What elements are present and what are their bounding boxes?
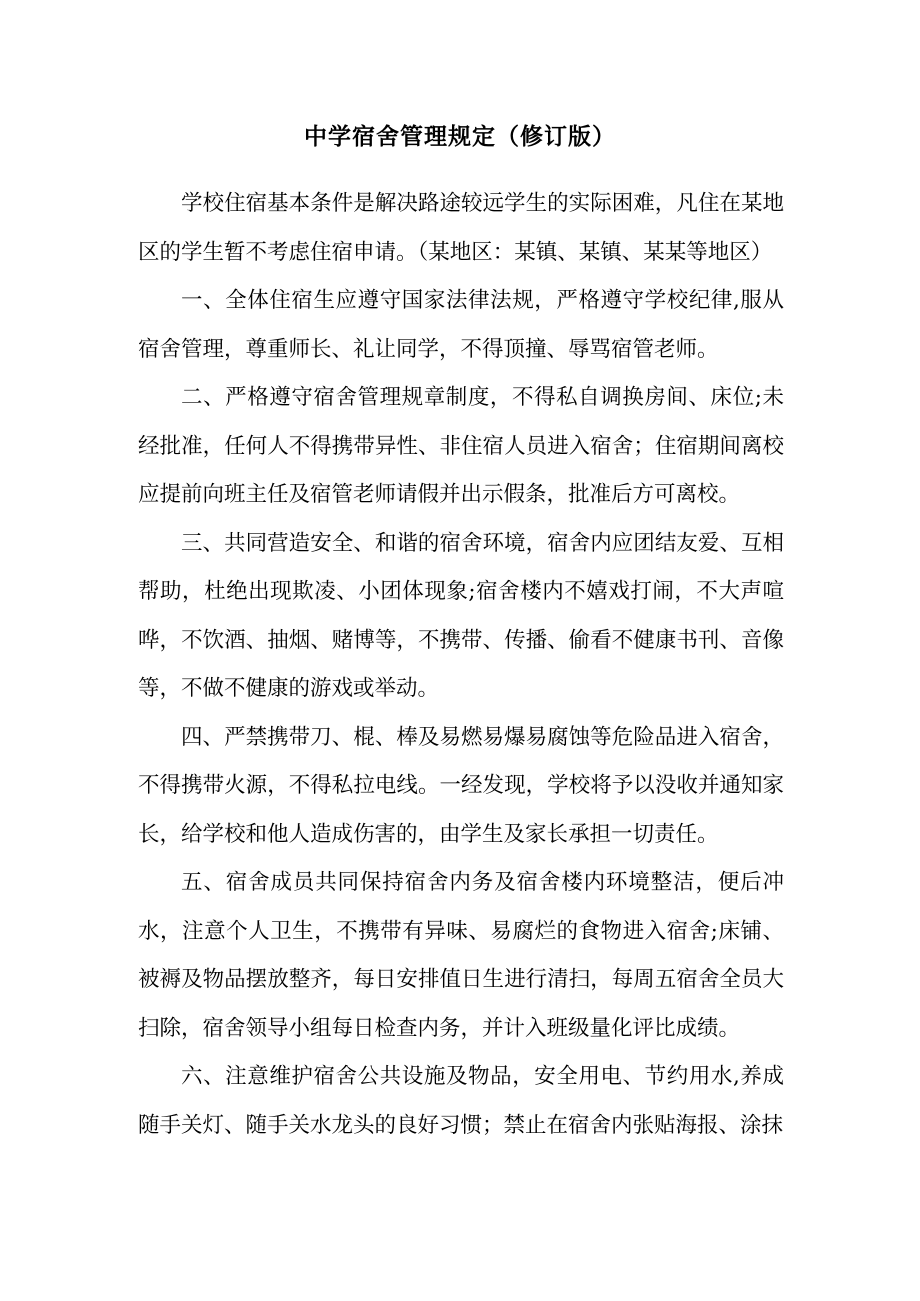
paragraph-rule-2: 二、严格遵守宿舍管理规章制度，不得私自调换房间、床位;未经批准，任何人不得携带异性、非住宿人员进入宿舍；住宿期间离校应提前向班主任及宿管老师请假并出示假条，批准后方可离校。 (138, 385, 784, 507)
paragraph-intro: 学校住宿基本条件是解决路途较远学生的实际困难，凡住在某地区的学生暂不考虑住宿申请。（某地区：某镇、某镇、某某等地区） (138, 191, 784, 265)
paragraph-rule-1: 一、全体住宿生应遵守国家法律法规，严格遵守学校纪律,服从宿舍管理，尊重师长、礼让同学，不得顶撞、辱骂宿管老师。 (138, 288, 784, 362)
document-body (138, 180, 784, 1150)
document-title: 中学宿舍管理规定（修订版） (304, 124, 616, 150)
paragraph-rule-4: 四、严禁携带刀、棍、棒及易燃易爆易腐蚀等危险品进入宿舍，不得携带火源，不得私拉电线。一经发现，学校将予以没收并通知家长，给学校和他人造成伤害的，由学生及家长承担一切责任。 (138, 724, 784, 847)
paragraph-rule-5: 五、宿舍成员共同保持宿舍内务及宿舍楼内环境整洁，便后冲水，注意个人卫生，不携带有异味、易腐烂的食物进入宿舍;床铺、被褥及物品摆放整齐，每日安排值日生进行清扫，每周五宿舍全员大扫除，宿舍领导小组每日检查内务，并计入班级量化评比成绩。 (138, 870, 784, 1041)
paragraph-rule-6: 六、注意维护宿舍公共设施及物品，安全用电、节约用水,养成随手关灯、随手关水龙头的良好习惯；禁止在宿舍内张贴海报、涂抹 (138, 1064, 784, 1138)
paragraph-rule-3: 三、共同营造安全、和谐的宿舍环境，宿舍内应团结友爱、互相帮助，杜绝出现欺凌、小团体现象;宿舍楼内不嬉戏打闹，不大声喧哗，不饮酒、抽烟、赌博等，不携带、传播、偷看不健康书刊、音像等，不做不健康的游戏或举动。 (138, 530, 784, 701)
